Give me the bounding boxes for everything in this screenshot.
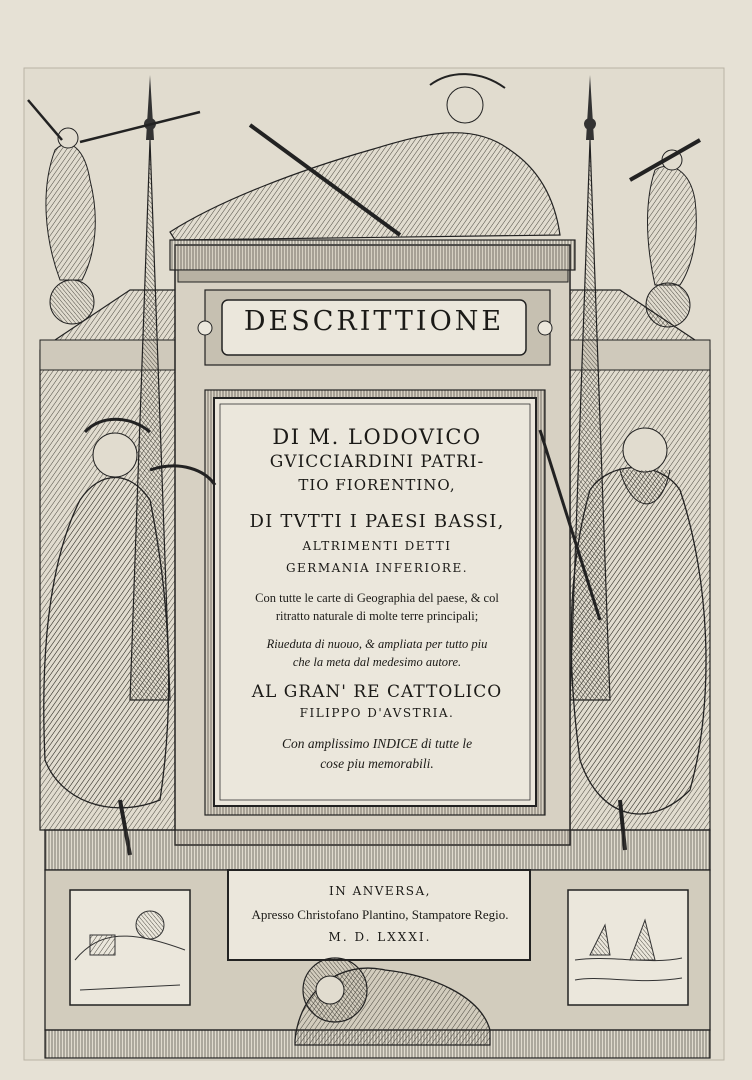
title-line-2: GVICCIARDINI PATRI- xyxy=(269,452,485,472)
index-line-1: Con amplissimo INDICE di tutte le xyxy=(281,736,473,751)
imprint-printer: Apresso Christofano Plantino, Stampatore Regio. xyxy=(251,907,509,922)
title-line-9: Riueduta di nuouo, & ampliata per tutto piu xyxy=(266,637,488,651)
index-line-2: cose piu memorabili. xyxy=(320,756,434,771)
title-line-4: DI TVTTI I PAESI BASSI, xyxy=(249,511,505,532)
title-line-3: TIO FIORENTINO, xyxy=(298,476,456,494)
title-line-1: DI M. LODOVICO xyxy=(272,425,482,449)
dedication-line-1: AL GRAN' RE CATTOLICO xyxy=(251,682,503,702)
title-line-5: ALTRIMENTI DETTI xyxy=(302,539,452,553)
title-line-8: ritratto naturale di molte terre principali; xyxy=(275,609,479,623)
title-line-10: che la meta dal medesimo autore. xyxy=(292,655,462,669)
title-line-6: GERMANIA INFERIORE. xyxy=(285,561,469,575)
imprint-place: IN ANVERSA, xyxy=(329,884,431,898)
imprint-year: M. D. LXXXI. xyxy=(328,930,432,944)
farming-scene xyxy=(70,890,190,1005)
dedication-line-2: FILIPPO D'AVSTRIA. xyxy=(299,706,455,720)
ships-scene xyxy=(568,890,688,1005)
cartouche-title: DESCRITTIONE xyxy=(243,306,505,337)
title-line-7: Con tutte le carte di Geographia del paese, & col xyxy=(255,591,499,605)
